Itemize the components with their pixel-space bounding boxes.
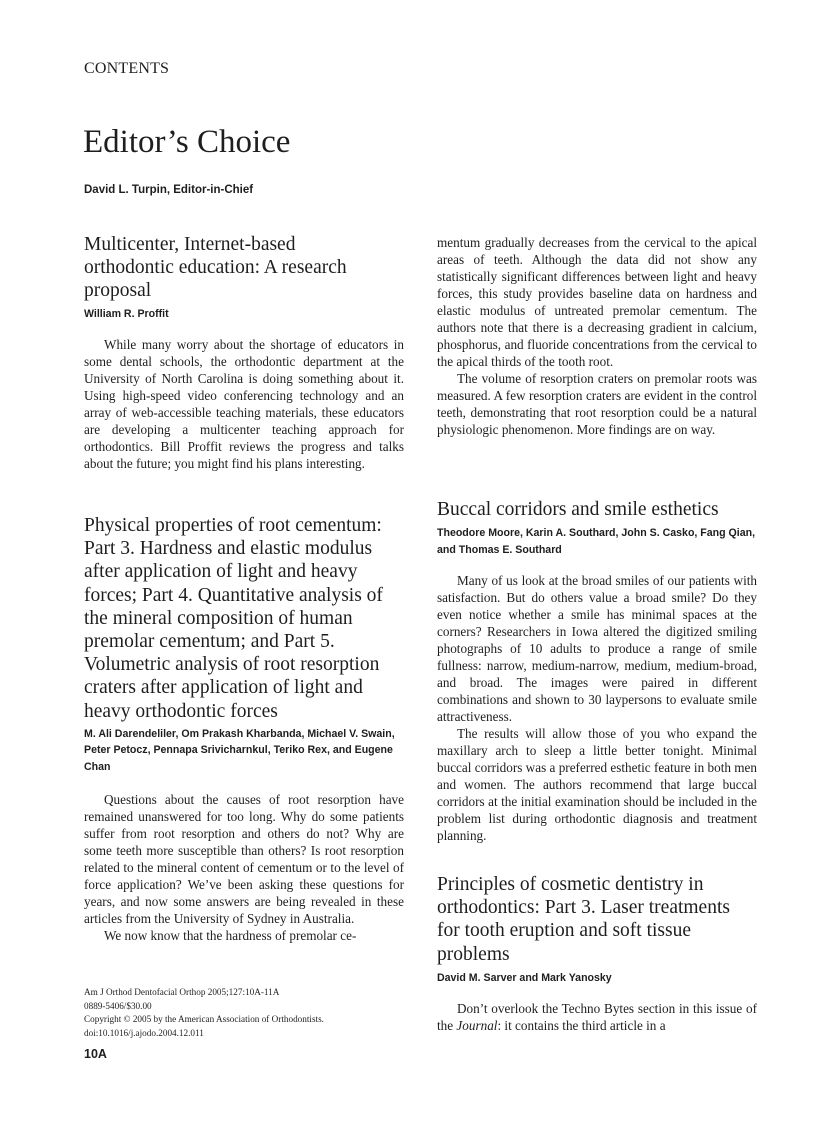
text: : it contains the third article in a bbox=[497, 1018, 666, 1034]
article-authors: Theodore Moore, Karin A. Southard, John S. Casko, Fang Qian, and Thomas E. Southard bbox=[437, 527, 756, 556]
page-number: 10A bbox=[84, 1047, 107, 1061]
doi: doi:10.1016/j.ajodo.2004.12.011 bbox=[84, 1027, 204, 1038]
title-line: for tooth eruption and soft tissue bbox=[437, 920, 692, 942]
article-authors: David M. Sarver and Mark Yanosky bbox=[437, 971, 612, 984]
paragraph: Many of us look at the broad smiles of our patients with satisfaction. But do others value a broad smile? Do they even notice whether a smile has minimal spaces at the corners? Researchers in Iowa altered the digitized smiling photographs of 10 adults to produce a range of smile fullness: narrow, medium-narrow, medium, medium-broad, and broad. The images were paired in different combinations and shown to 30 laypersons to evaluate smile attractiveness. bbox=[437, 573, 757, 725]
issn-price: 0889-5406/$30.00 bbox=[84, 1000, 152, 1011]
title-line: craters after application of light and bbox=[84, 677, 363, 699]
article-2 bbox=[84, 514, 404, 944]
article-title bbox=[84, 233, 404, 303]
article-2-continued bbox=[437, 234, 757, 438]
title-line: heavy orthodontic forces bbox=[84, 700, 278, 722]
article-body bbox=[84, 336, 404, 472]
title-line: orthodontics: Part 3. Laser treatments bbox=[437, 897, 730, 919]
title-line: Part 3. Hardness and elastic modulus bbox=[84, 538, 373, 560]
footer-meta bbox=[84, 986, 324, 1040]
article-title bbox=[437, 873, 757, 966]
article-title: Buccal corridors and smile esthetics bbox=[437, 499, 719, 520]
title-line: Volumetric analysis of root resorption bbox=[84, 654, 380, 676]
article-body bbox=[437, 234, 757, 438]
title-line: Multicenter, Internet-based bbox=[84, 234, 296, 255]
journal-name: Journal bbox=[456, 1018, 498, 1034]
title-line: proposal bbox=[84, 280, 152, 302]
paragraph: Questions about the causes of root resorption have remained unanswered for too long. Why do some patients suffer from root resorption and others do not? Why are some teeth more susceptible than others? Is root resorption related to the mineral content of cementum or to the level of force application? We’ve been asking these questions for years, and now some answers are being revealed in these articles from the University of Sydney in Australia. bbox=[84, 792, 404, 927]
paragraph: The volume of resorption craters on premolar roots was measured. A few resorption craters are evident in the control teeth, demonstrating that root resorption could be a natural physiologic phenomenon. More findings are on way. bbox=[437, 371, 757, 437]
paragraph: The results will allow those of you who expand the maxillary arch to sleep a little better tonight. Minimal buccal corridors was a preferred esthetic feature in both men and women. The authors recommend that large buccal corridors at the initial examination should be included in the problem list during orthodontic diagnosis and treatment planning. bbox=[437, 726, 757, 844]
article-body bbox=[437, 1000, 757, 1034]
article-authors: William R. Proffit bbox=[84, 307, 169, 320]
editor-byline: David L. Turpin, Editor-in-Chief bbox=[84, 184, 254, 196]
paragraph: While many worry about the shortage of educators in some dental schools, the orthodontic department at the University of North Carolina is doing something about it. Using high-speed video conferencing technology and an array of web-accessible teaching materials, these educators are developing a multicenter teaching approach for orthodontics. Bill Proffit reviews the progress and talks about the future; you might find his plans interesting. bbox=[84, 337, 404, 472]
journal-citation: Am J Orthod Dentofacial Orthop 2005;127:10A-11A bbox=[84, 987, 280, 997]
paragraph: We now know that the hardness of premolar ce- bbox=[104, 928, 357, 944]
article-body bbox=[437, 572, 757, 844]
title-line: problems bbox=[437, 943, 510, 965]
article-body bbox=[84, 791, 404, 944]
article-3 bbox=[437, 498, 757, 844]
section-label: CONTENTS bbox=[84, 60, 170, 77]
text: Don’t overlook the Techno Bytes section in this issue of the bbox=[437, 1001, 757, 1034]
article-1 bbox=[84, 233, 404, 472]
copyright: Copyright © 2005 by the American Association of Orthodontists. bbox=[84, 1014, 324, 1024]
article-title bbox=[84, 514, 404, 723]
title-line: premolar cementum; and Part 5. bbox=[84, 631, 335, 653]
article-4 bbox=[437, 873, 757, 1034]
title-line: Physical properties of root cementum: bbox=[84, 515, 382, 536]
paragraph: mentum gradually decreases from the cervical to the apical areas of teeth. Although the data did not show any statistically significant differences between light and heavy forces, this study provides baseline data on hardness and elastic modulus of untreated premolar cementum. The authors note that there is a decreasing gradient in calcium, phosphorus, and fluoride concentrations from the cervical to the apical thirds of the tooth root. bbox=[437, 235, 757, 369]
title-line: the mineral composition of human bbox=[84, 607, 353, 629]
paragraph bbox=[437, 1000, 757, 1034]
title-line: Principles of cosmetic dentistry in bbox=[437, 874, 704, 895]
page-title: Editor’s Choice bbox=[83, 124, 291, 160]
title-line: after application of light and heavy bbox=[84, 561, 358, 583]
title-line: orthodontic education: A research bbox=[84, 257, 347, 279]
title-line: forces; Part 4. Quantitative analysis of bbox=[84, 584, 383, 606]
article-authors: M. Ali Darendeliler, Om Prakash Kharbanda, Michael V. Swain, Peter Petocz, Pennapa Srivicharnkul, Teriko Rex, and Eugene Chan bbox=[84, 727, 395, 773]
